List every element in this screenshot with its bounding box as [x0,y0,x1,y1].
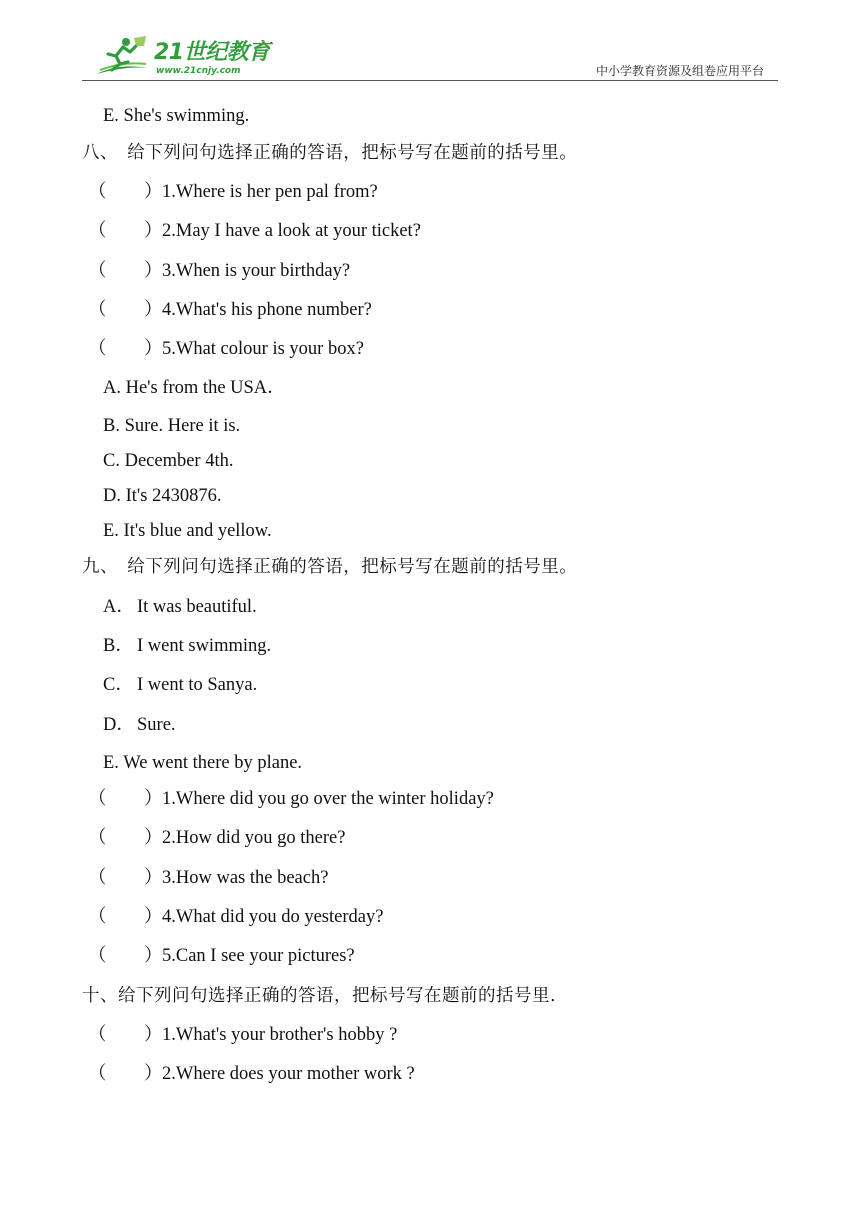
answer-option [103,674,257,696]
question-text: 3.How was the beach? [162,868,329,888]
answer-bracket-close: ） [144,261,163,281]
answer-bracket-open: （ [88,1025,107,1045]
option-letter: A． [103,597,135,617]
question-row [88,827,345,849]
answer-bracket-close: ） [144,828,163,848]
question-row [88,299,372,321]
section9-heading: 九、 给下列问句选择正确的答语，把标号写在题前的括号里。 [82,557,578,577]
option-letter: C． [103,675,134,695]
question-row [88,1063,415,1085]
answer-option: C. December 4th. [103,451,234,471]
answer-bracket-open: （ [88,339,107,359]
question-text: 5.Can I see your pictures? [162,946,355,966]
answer-bracket-open: （ [88,261,107,281]
question-text: 1.Where did you go over the winter holiday? [162,789,494,809]
answer-option: A. He's from the USA． [103,378,286,398]
question-row [88,338,364,360]
option-letter: D． [103,715,135,735]
question-row [88,181,378,203]
question-text: 2.Where does your mother work ? [162,1064,415,1084]
question-text: 2.May I have a look at your ticket? [162,221,421,241]
prev-option-e: E. She's swimming. [103,106,250,126]
answer-option: E. We went there by plane. [103,753,303,773]
question-row [88,906,383,928]
platform-name: 中小学教育资源及组卷应用平台 [595,64,764,78]
question-row [88,788,494,810]
answer-option: E. It's blue and yellow. [103,521,272,541]
answer-bracket-close: ） [144,300,163,320]
page-header [82,30,778,82]
option-letter: B． [103,636,134,656]
answer-bracket-open: （ [88,789,107,809]
answer-bracket-open: （ [88,828,107,848]
question-row [88,220,421,242]
answer-option: D. It's 2430876. [103,486,222,506]
answer-bracket-close: ） [144,221,163,241]
runner-logo-icon [90,34,152,80]
answer-bracket-close: ） [144,339,163,359]
option-text: I went swimming. [137,636,272,656]
answer-bracket-close: ） [144,1064,163,1084]
answer-option: B. Sure. Here it is. [103,416,241,436]
header-divider [82,80,778,81]
logo-url: www.21cnjy.com [156,66,241,76]
answer-bracket-close: ） [144,868,163,888]
question-row [88,260,350,282]
answer-bracket-close: ） [144,182,163,202]
question-text: 3.When is your birthday? [162,261,351,281]
question-row [88,1024,397,1046]
answer-bracket-open: （ [88,868,107,888]
logo [90,34,270,80]
answer-bracket-open: （ [88,946,107,966]
question-text: 1.Where is her pen pal from? [162,182,378,202]
option-text: Sure. [137,715,176,735]
answer-bracket-close: ） [144,1025,163,1045]
answer-bracket-open: （ [88,182,107,202]
answer-bracket-open: （ [88,1064,107,1084]
question-row [88,945,355,967]
option-text: I went to Sanya. [137,675,258,695]
question-text: 5.What colour is your box? [162,339,364,359]
answer-bracket-close: ） [144,946,163,966]
answer-bracket-close: ） [144,907,163,927]
question-row [88,867,328,889]
answer-option [103,635,271,657]
answer-bracket-open: （ [88,300,107,320]
section8-heading: 八、 给下列问句选择正确的答语，把标号写在题前的括号里。 [82,143,578,163]
answer-option [103,596,257,618]
answer-bracket-open: （ [88,907,107,927]
section10-heading: 十、给下列问句选择正确的答语，把标号写在题前的括号里. [82,986,557,1006]
question-text: 4.What's his phone number? [162,300,372,320]
answer-bracket-open: （ [88,221,107,241]
answer-bracket-close: ） [144,789,163,809]
question-text: 4.What did you do yesterday? [162,907,384,927]
question-text: 1.What's your brother's hobby ? [162,1025,398,1045]
option-text: It was beautiful. [137,597,257,617]
answer-option [103,714,176,736]
logo-title: 21世纪教育 [154,40,270,65]
question-text: 2.How did you go there? [162,828,346,848]
